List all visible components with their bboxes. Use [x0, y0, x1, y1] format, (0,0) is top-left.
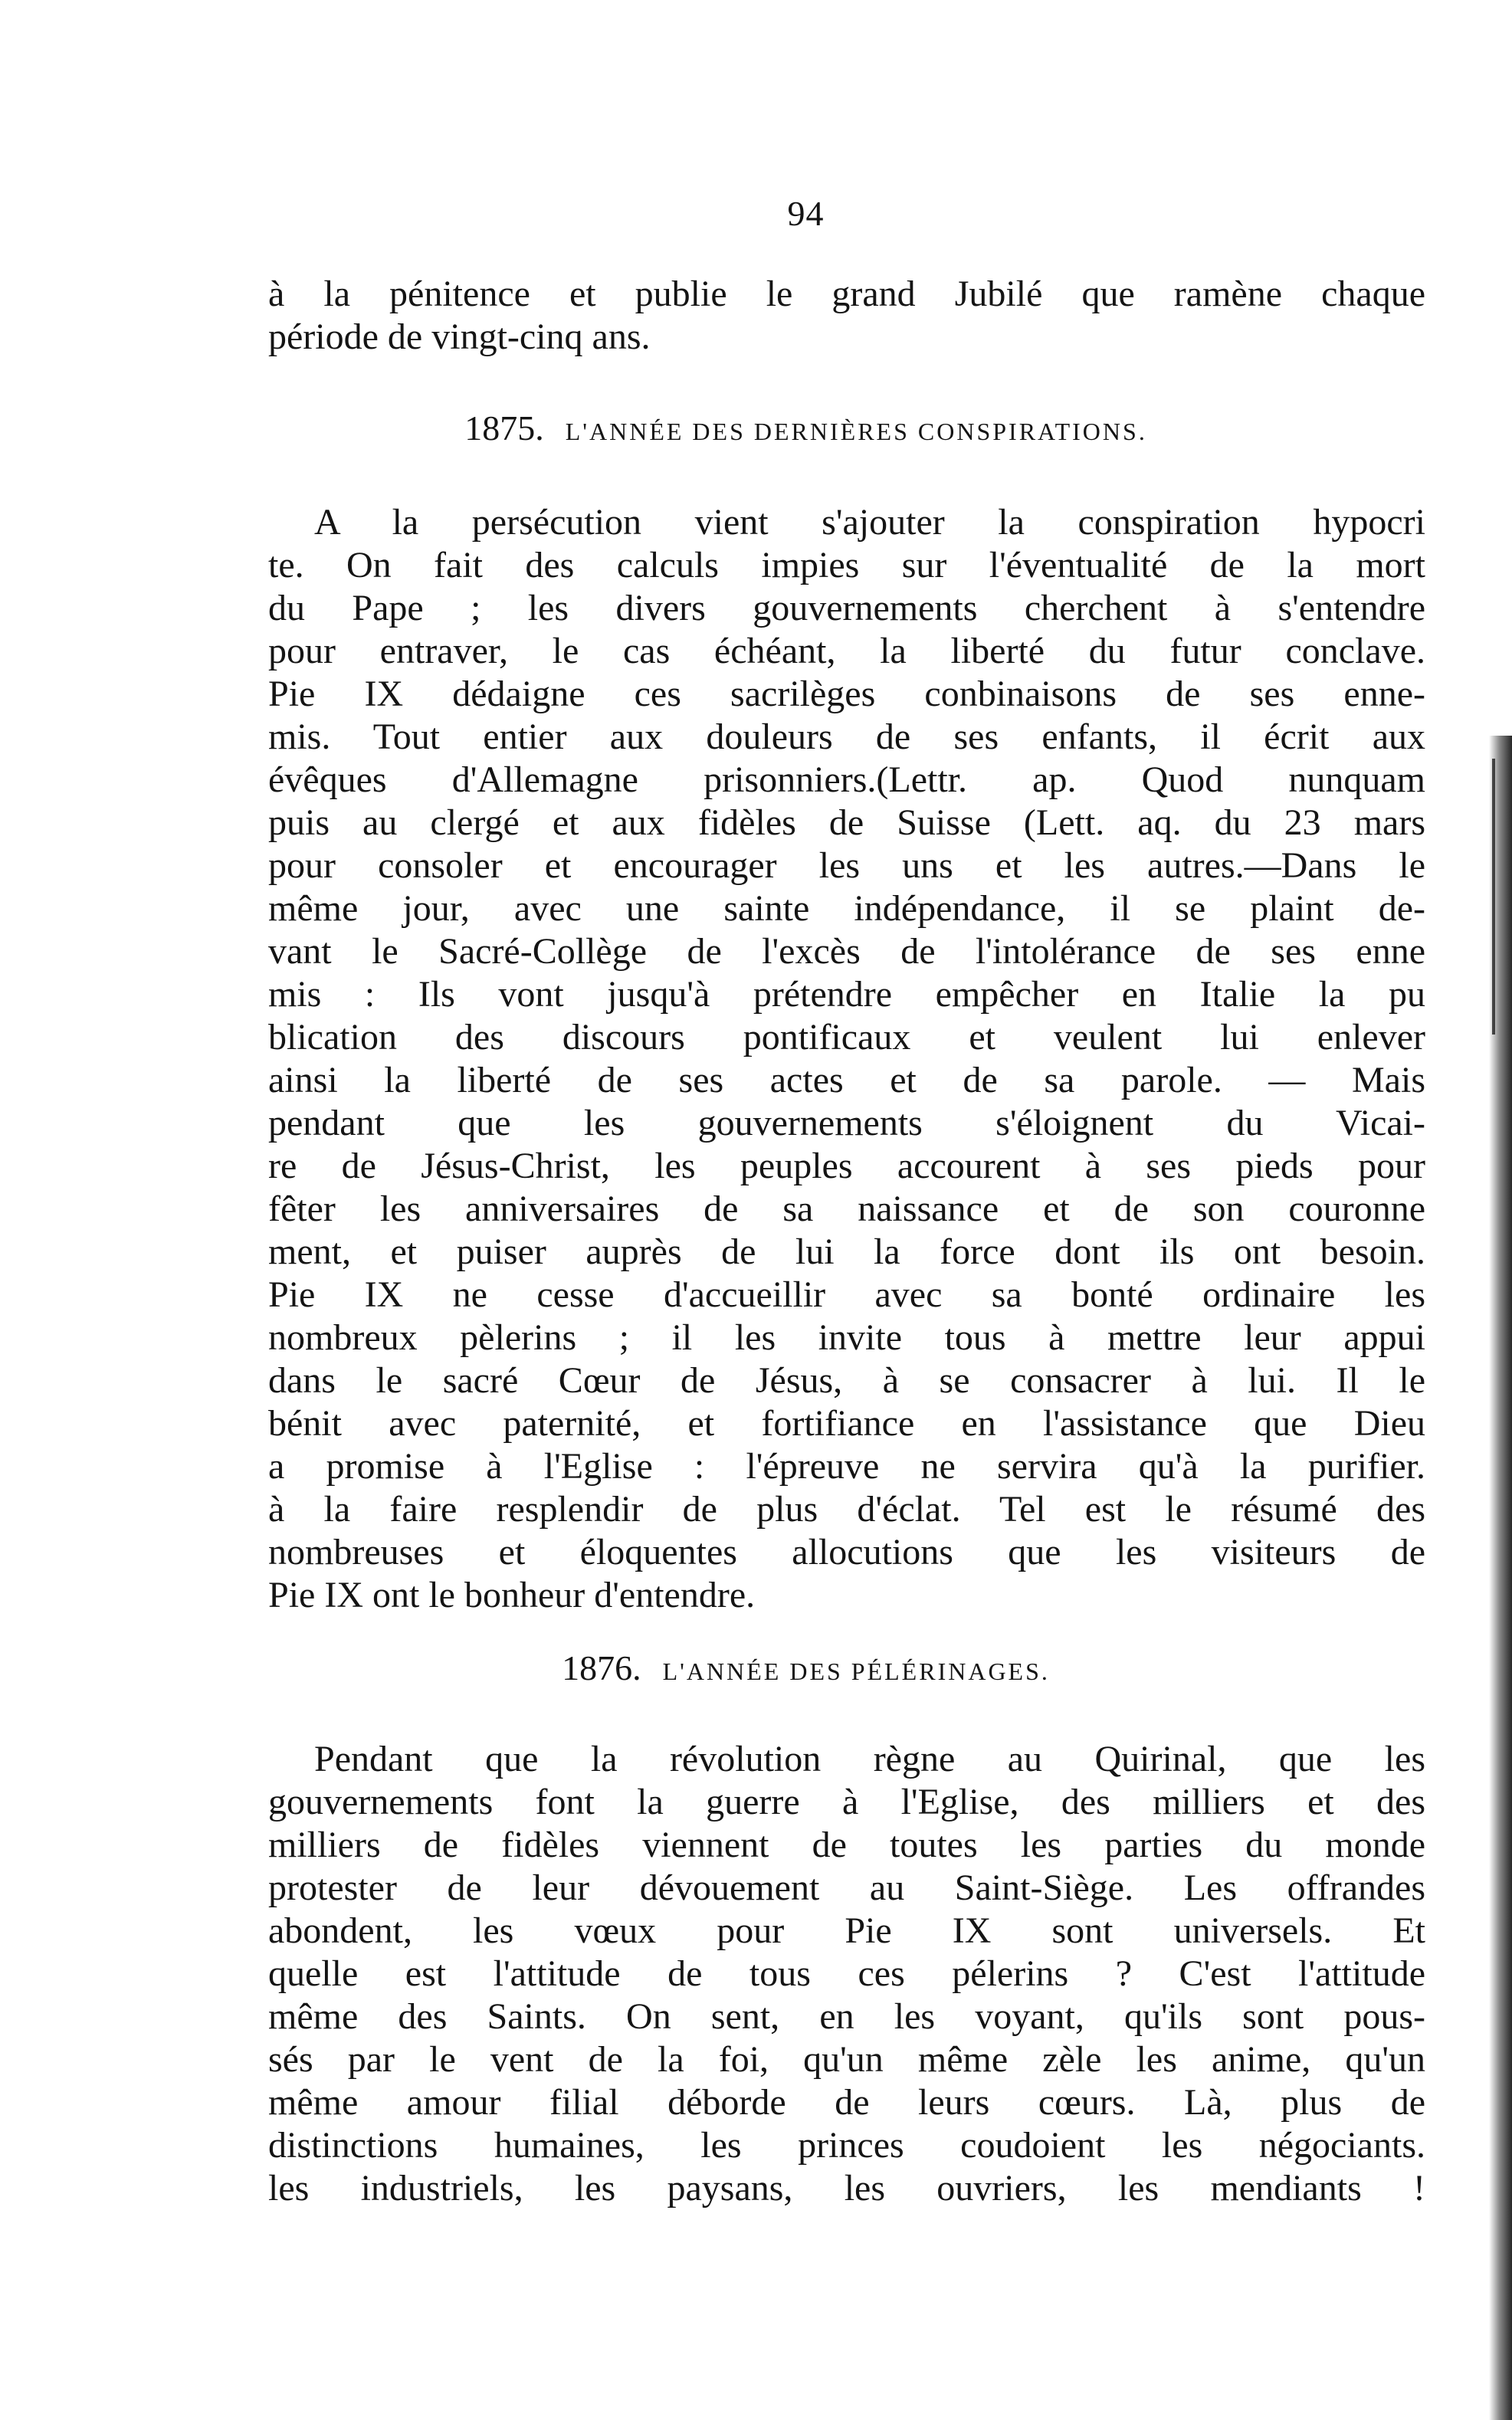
page-edge-line	[1492, 759, 1495, 1035]
section-year: 1875.	[464, 408, 544, 448]
text-line: les industriels, les paysans, les ouvriers, les mendiants !	[268, 2168, 1425, 2208]
text-line: a promise à l'Eglise : l'épreuve ne servira qu'à la purifier.	[268, 1446, 1425, 1487]
section-text-1876	[268, 1738, 1425, 2210]
section-title: L'ANNÉE DES PÉLÉRINAGES.	[662, 1658, 1050, 1685]
text-line: même amour filial déborde de leurs cœurs. Là, plus de	[268, 2082, 1425, 2123]
text-line: quelle est l'attitude de tous ces pélerins ? C'est l'attitude	[268, 1953, 1425, 1994]
text-line: te. On fait des calculs impies sur l'éventualité de la mort	[268, 545, 1425, 585]
page-number: 94	[787, 194, 825, 233]
text-line: ment, et puiser auprès de lui la force dont ils ont besoin.	[268, 1231, 1425, 1272]
text-line: A la persécution vient s'ajouter la conspiration hypocri	[314, 502, 1425, 543]
text-line: sés par le vent de la foi, qu'un même zèle les anime, qu'un	[268, 2039, 1425, 2080]
text-line: fêter les anniversaires de sa naissance et de son couronne	[268, 1189, 1425, 1229]
text-line: blication des discours pontificaux et veulent lui enlever	[268, 1017, 1425, 1058]
text-line: Pendant que la révolution règne au Quirinal, que les	[314, 1739, 1425, 1779]
text-line: même jour, avec une sainte indépendance, il se plaint de-	[268, 888, 1425, 929]
text-line: mis. Tout entier aux douleurs de ses enfants, il écrit aux	[268, 716, 1425, 757]
text-line: abondent, les vœux pour Pie IX sont universels. Et	[268, 1910, 1425, 1951]
text-line: même des Saints. On sent, en les voyant, qu'ils sont pous-	[268, 1996, 1425, 2037]
text-line: puis au clergé et aux fidèles de Suisse (Lett. aq. du 23 mars	[268, 802, 1425, 843]
text-line: évêques d'Allemagne prisonniers.(Lettr. ap. Quod nunquam	[268, 759, 1425, 800]
text-line: à la pénitence et publie le grand Jubilé que ramène chaque	[268, 274, 1425, 314]
text-line: distinctions humaines, les princes coudoient les négociants.	[268, 2125, 1425, 2166]
section-heading-1876	[0, 1648, 1512, 1688]
text-line: protester de leur dévouement au Saint-Siège. Les offrandes	[268, 1867, 1425, 1908]
text-line: bénit avec paternité, et fortifiance en l'assistance que Dieu	[268, 1403, 1425, 1444]
text-line: Pie IX ne cesse d'accueillir avec sa bonté ordinaire les	[268, 1274, 1425, 1315]
text-line: pour consoler et encourager les uns et les autres.—Dans le	[268, 845, 1425, 886]
text-line: pour entraver, le cas échéant, la liberté du futur conclave.	[268, 631, 1425, 671]
text-line: dans le sacré Cœur de Jésus, à se consacrer à lui. Il le	[268, 1360, 1425, 1401]
text-line: période de vingt-cinq ans.	[268, 316, 651, 357]
text-line: ainsi la liberté de ses actes et de sa parole. — Mais	[268, 1060, 1425, 1100]
text-line: milliers de fidèles viennent de toutes les parties du monde	[268, 1825, 1425, 1865]
text-line: pendant que les gouvernements s'éloignent du Vicai-	[268, 1103, 1425, 1143]
section-year: 1876.	[562, 1648, 641, 1687]
text-line: gouvernements font la guerre à l'Eglise, des milliers et des	[268, 1782, 1425, 1822]
section-heading-1875	[0, 408, 1512, 448]
text-line: nombreux pèlerins ; il les invite tous à mettre leur appui	[268, 1317, 1425, 1358]
text-line: Pie IX dédaigne ces sacrilèges conbinaisons de ses enne-	[268, 674, 1425, 714]
section-title: L'ANNÉE DES DERNIÈRES CONSPIRATIONS.	[565, 418, 1147, 445]
text-line: Pie IX ont le bonheur d'entendre.	[268, 1575, 756, 1615]
text-line: re de Jésus-Christ, les peuples accourent à ses pieds pour	[268, 1146, 1425, 1186]
text-line: mis : Ils vont jusqu'à prétendre empêcher en Italie la pu	[268, 974, 1425, 1015]
text-line: du Pape ; les divers gouvernements cherchent à s'entendre	[268, 588, 1425, 628]
text-line: nombreuses et éloquentes allocutions que les visiteurs de	[268, 1532, 1425, 1572]
section-text-1875	[268, 501, 1425, 1617]
text-line: à la faire resplendir de plus d'éclat. Tel est le résumé des	[268, 1489, 1425, 1530]
continuation-paragraph	[268, 273, 1425, 359]
text-line: vant le Sacré-Collège de l'excès de l'intolérance de ses enne	[268, 931, 1425, 972]
